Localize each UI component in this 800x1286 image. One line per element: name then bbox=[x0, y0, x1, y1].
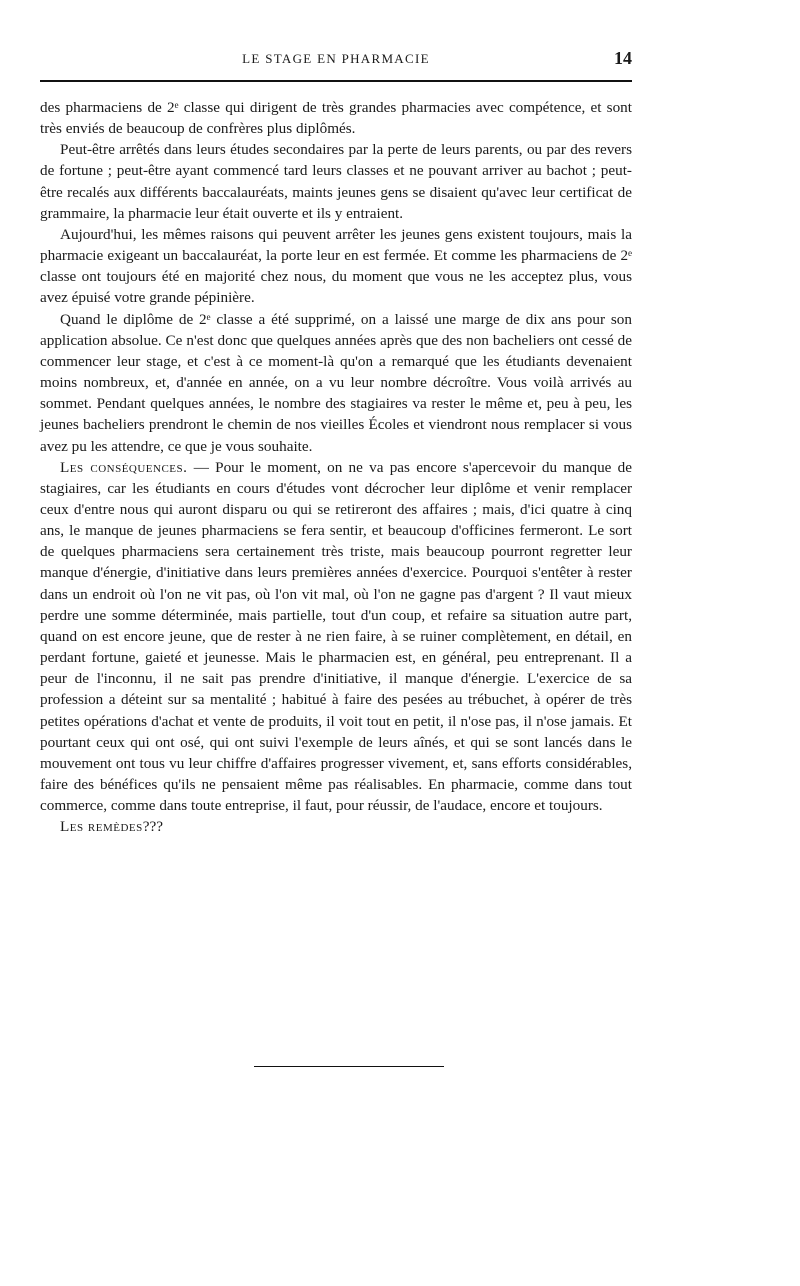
page-number: 14 bbox=[614, 48, 632, 68]
section-text: — Pour le moment, on ne va pas encore s'apercevoir du manque de stagiaires, car les étudiants en cours d'études vont décrocher leur diplôme et venir remplacer ceux d'entre nous qui auront disparu ou qui se retireront des affaires ; mais, d'ici quatre à cinq ans, le manque de jeunes pharmaciens se fera sentir, et beaucoup d'officines fermeront. Le sort de quelques pharmaciens sera certainement très triste, mais beaucoup pourront regretter leur manque d'énergie, d'initiative dans leurs premières années d'exercice. Pourquoi s'entêter à rester dans un endroit où l'on ne vit pas, où l'on vit mal, où l'on ne gagne pas d'argent ? Il vaut mieux perdre une somme déterminée, mais partielle, tout d'un coup, et refaire sa situation autre part, quand on est encore jeune, que de rester à ne rien faire, à se ruiner complètement, en détail, en perdant fortune, gaieté et jeunesse. Mais le pharmacien est, en général, peu entreprenant. Il a peur de l'inconnu, il ne sait pas prendre d'initiative, il manque d'énergie. L'exercice de sa profession a déteint sur sa mentalité ; habitué à faire des pesées au trébuchet, à opérer de très petites opérations d'achat et vente de produits, il voit tout en petit, il n'ose pas, il n'ose jamais. Et pourtant ceux qui ont osé, qui ont suivi l'exemple de leurs aînés, et qui se sont lancés dans le mouvement ont tous vu leur chiffre d'affaires progresser vivement, et, sans efforts considérables, faire des bénéfices qu'ils ne pensaient même pas réalisables. En pharmacie, comme dans tout commerce, comme dans toute entreprise, il faut, pour réussir, de l'audace, encore et toujours. bbox=[40, 458, 632, 815]
section-heading: Les remèdes bbox=[60, 818, 143, 836]
paragraph: Peut-être arrêtés dans leurs études secondaires par la perte de leurs parents, ou par des revers de fortune ; peut-être ayant commencé tard leurs classes et ne pouvant arriver au bachot ; peut-être recalés aux différents baccalauréats, maints jeunes gens se disaient qu'avec leur certificat de grammaire, la pharmacie leur était ouverte et ils y entraient. bbox=[40, 141, 632, 222]
running-title: LE STAGE EN PHARMACIE bbox=[242, 51, 430, 66]
section-heading: Les conséquences. bbox=[60, 458, 188, 476]
header-rule bbox=[40, 80, 632, 82]
paragraph: Quand le diplôme de 2ᵉ classe a été supprimé, on a laissé une marge de dix ans pour son application absolue. Ce n'est donc que quelques années après que des non bacheliers ont cessé de commencer leur stage, et c'est à ce moment-là qu'on a remarqué que les étudiants devenaient moins nombreux, et, d'année en année, on a vu leur nombre décroître. Vous voilà arrivés au sommet. Pendant quelques années, le nombre des stagiaires va rester le même et, peu à peu, les jeunes bacheliers prendront le chemin de nos vieilles Écoles et viendront nous remplacer si vous avez pu les attendre, ce que je vous souhaite. bbox=[40, 310, 632, 455]
section-text: ??? bbox=[142, 818, 163, 836]
footer-rule bbox=[254, 1066, 444, 1067]
body-text bbox=[40, 97, 632, 837]
paragraph-continuation: des pharmaciens de 2ᵉ classe qui dirigent de très grandes pharmacies avec compétence, et sont très enviés de beaucoup de confrères plus diplômés. bbox=[40, 99, 632, 138]
section-remedies bbox=[40, 816, 632, 837]
section-consequences bbox=[40, 457, 632, 817]
paragraph: Aujourd'hui, les mêmes raisons qui peuvent arrêter les jeunes gens existent toujours, mais la pharmacie exigeant un baccalauréat, la porte leur en est fermée. Et comme les pharmaciens de 2ᵉ classe ont toujours été en majorité chez nous, du moment que vous ne les acceptez plus, vous avez épuisé votre grande pépinière. bbox=[40, 225, 632, 307]
page-header bbox=[40, 48, 632, 70]
